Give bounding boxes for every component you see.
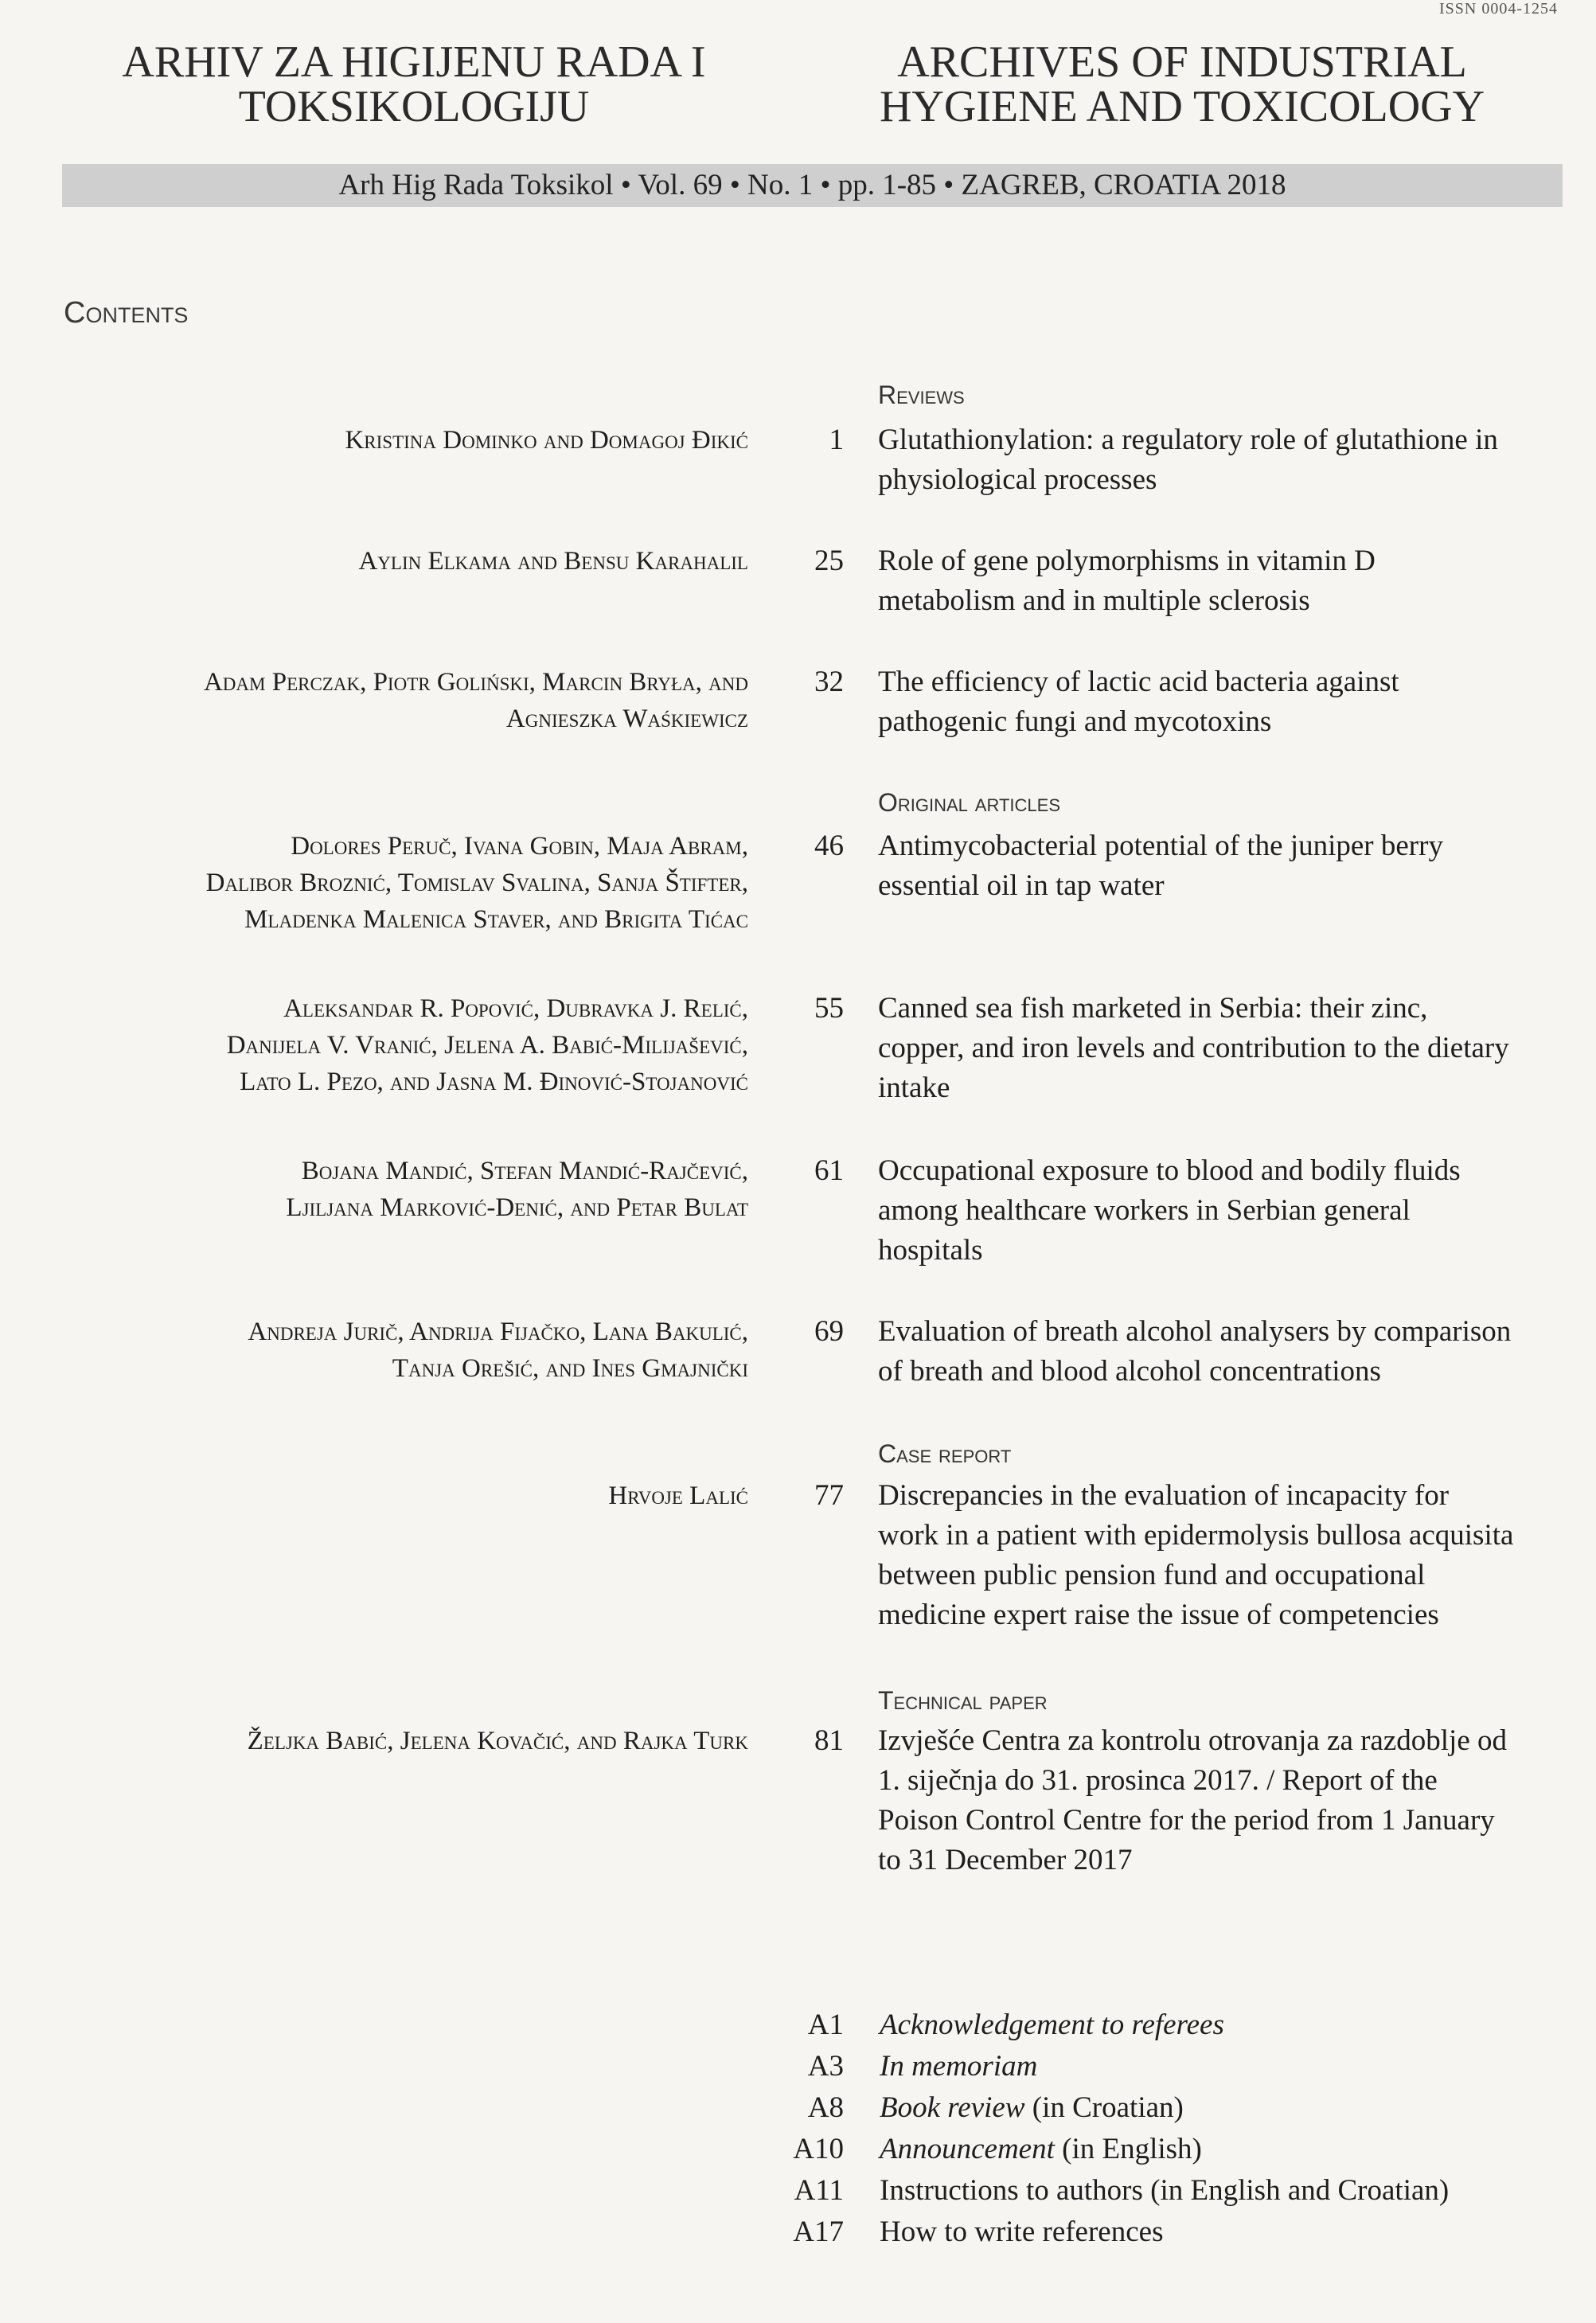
journal-title-croatian	[111, 37, 716, 131]
journal-title-english-line1: ARCHIVES OF INDUSTRIAL	[897, 37, 1467, 87]
entry-page-number: 69	[814, 1315, 844, 1348]
journal-title-english	[868, 37, 1496, 131]
entry-page-number: 61	[814, 1154, 844, 1187]
entry-authors: Adam Perczak, Piotr Goliński, Marcin Bryła, and Agnieszka Waśkiewicz	[203, 668, 748, 733]
section-heading-technical-paper: Technical paper	[878, 1686, 1048, 1715]
appendix-item: In memoriam	[880, 2050, 1038, 2083]
entry-title: The efficiency of lactic acid bacteria against pathogenic fungi and mycotoxins	[878, 666, 1399, 738]
appendix-page-number: A8	[807, 2091, 844, 2124]
appendix-page-number: A3	[807, 2050, 844, 2083]
entry-title: Role of gene polymorphisms in vitamin D metabolism and in multiple sclerosis	[878, 545, 1376, 617]
entry-authors: Aleksandar R. Popović, Dubravka J. Relić, Danijela V. Vranić, Jelena A. Babić-Milijašević, Lato L. Pezo, and Jasna M. Đinović-Stojanović	[226, 994, 748, 1096]
appendix-item: Announcement (in English)	[880, 2133, 1202, 2165]
section-heading-reviews: Reviews	[878, 381, 965, 409]
entry-page-number: 25	[814, 545, 844, 577]
entry-title: Occupational exposure to blood and bodily fluids among healthcare workers in Serbian general hospitals	[878, 1154, 1461, 1267]
entry-page-number: 32	[814, 666, 844, 698]
entry-authors: Hrvoje Lalić	[608, 1482, 748, 1510]
entry-authors: Andreja Jurič, Andrija Fijačko, Lana Bakulić, Tanja Orešić, and Ines Gmajnički	[248, 1318, 748, 1383]
entry-authors: Aylin Elkama and Bensu Karahalil	[358, 547, 748, 576]
appendix-item: Acknowledgement to referees	[880, 2009, 1224, 2041]
entry-authors: Kristina Dominko and Domagoj Đikić	[345, 426, 748, 455]
appendix-page-number: A1	[807, 2009, 844, 2041]
appendix-page-number: A17	[793, 2216, 844, 2248]
journal-title-croatian-line1: ARHIV ZA HIGIJENU RADA I	[122, 37, 706, 87]
contents-heading: Contents	[64, 296, 189, 330]
entry-page-number: 55	[814, 992, 844, 1025]
entry-authors: Dolores Peruč, Ivana Gobin, Maja Abram, Dalibor Broznić, Tomislav Svalina, Sanja Štifter, Mladenka Malenica Staver, and Brigita Tićac	[205, 832, 748, 934]
issue-citation-line: Arh Hig Rada Toksikol • Vol. 69 • No. 1 • pp. 1-85 • ZAGREB, CROATIA 2018	[338, 169, 1286, 201]
entry-title: Antimycobacterial potential of the juniper berry essential oil in tap water	[878, 830, 1443, 902]
entry-page-number: 1	[829, 424, 844, 456]
appendix-page-number: A10	[793, 2133, 844, 2165]
appendix-page-number: A11	[794, 2174, 844, 2207]
issn-number: ISSN 0004-1254	[1438, 0, 1558, 18]
entry-title: Discrepancies in the evaluation of incapacity for work in a patient with epidermolysis bullosa acquisita between public pension fund and occupational medicine expert raise the issue of competencies	[878, 1479, 1514, 1631]
entry-title: Canned sea fish marketed in Serbia: their zinc, copper, and iron levels and contribution to the dietary intake	[878, 992, 1509, 1104]
entry-authors: Željka Babić, Jelena Kovačić, and Rajka Turk	[247, 1727, 748, 1755]
entry-title: Glutathionylation: a regulatory role of glutathione in physiological processes	[878, 424, 1498, 496]
journal-title-croatian-line2: TOKSIKOLOGIJU	[238, 82, 590, 131]
section-heading-case-report: Case report	[878, 1439, 1012, 1468]
entry-page-number: 81	[814, 1724, 844, 1757]
journal-title-english-line2: HYGIENE AND TOXICOLOGY	[879, 82, 1485, 131]
entry-page-number: 77	[814, 1479, 844, 1512]
appendix-item: Instructions to authors (in English and Croatian)	[880, 2174, 1450, 2207]
entry-authors: Bojana Mandić, Stefan Mandić-Rajčević, Ljiljana Marković-Denić, and Petar Bulat	[286, 1157, 748, 1222]
entry-title: Izvješće Centra za kontrolu otrovanja za razdoblje od 1. siječnja do 31. prosinca 2017. / Report of the Poison Control Centre for the period from 1 January to 31 December 2017	[878, 1724, 1508, 1876]
entry-page-number: 46	[814, 830, 844, 862]
entry-title: Evaluation of breath alcohol analysers by comparison of breath and blood alcohol concentrations	[878, 1315, 1512, 1388]
appendix-item: How to write references	[880, 2216, 1164, 2248]
section-heading-original-articles: Original articles	[878, 788, 1060, 817]
appendix-item: Book review (in Croatian)	[880, 2091, 1184, 2124]
